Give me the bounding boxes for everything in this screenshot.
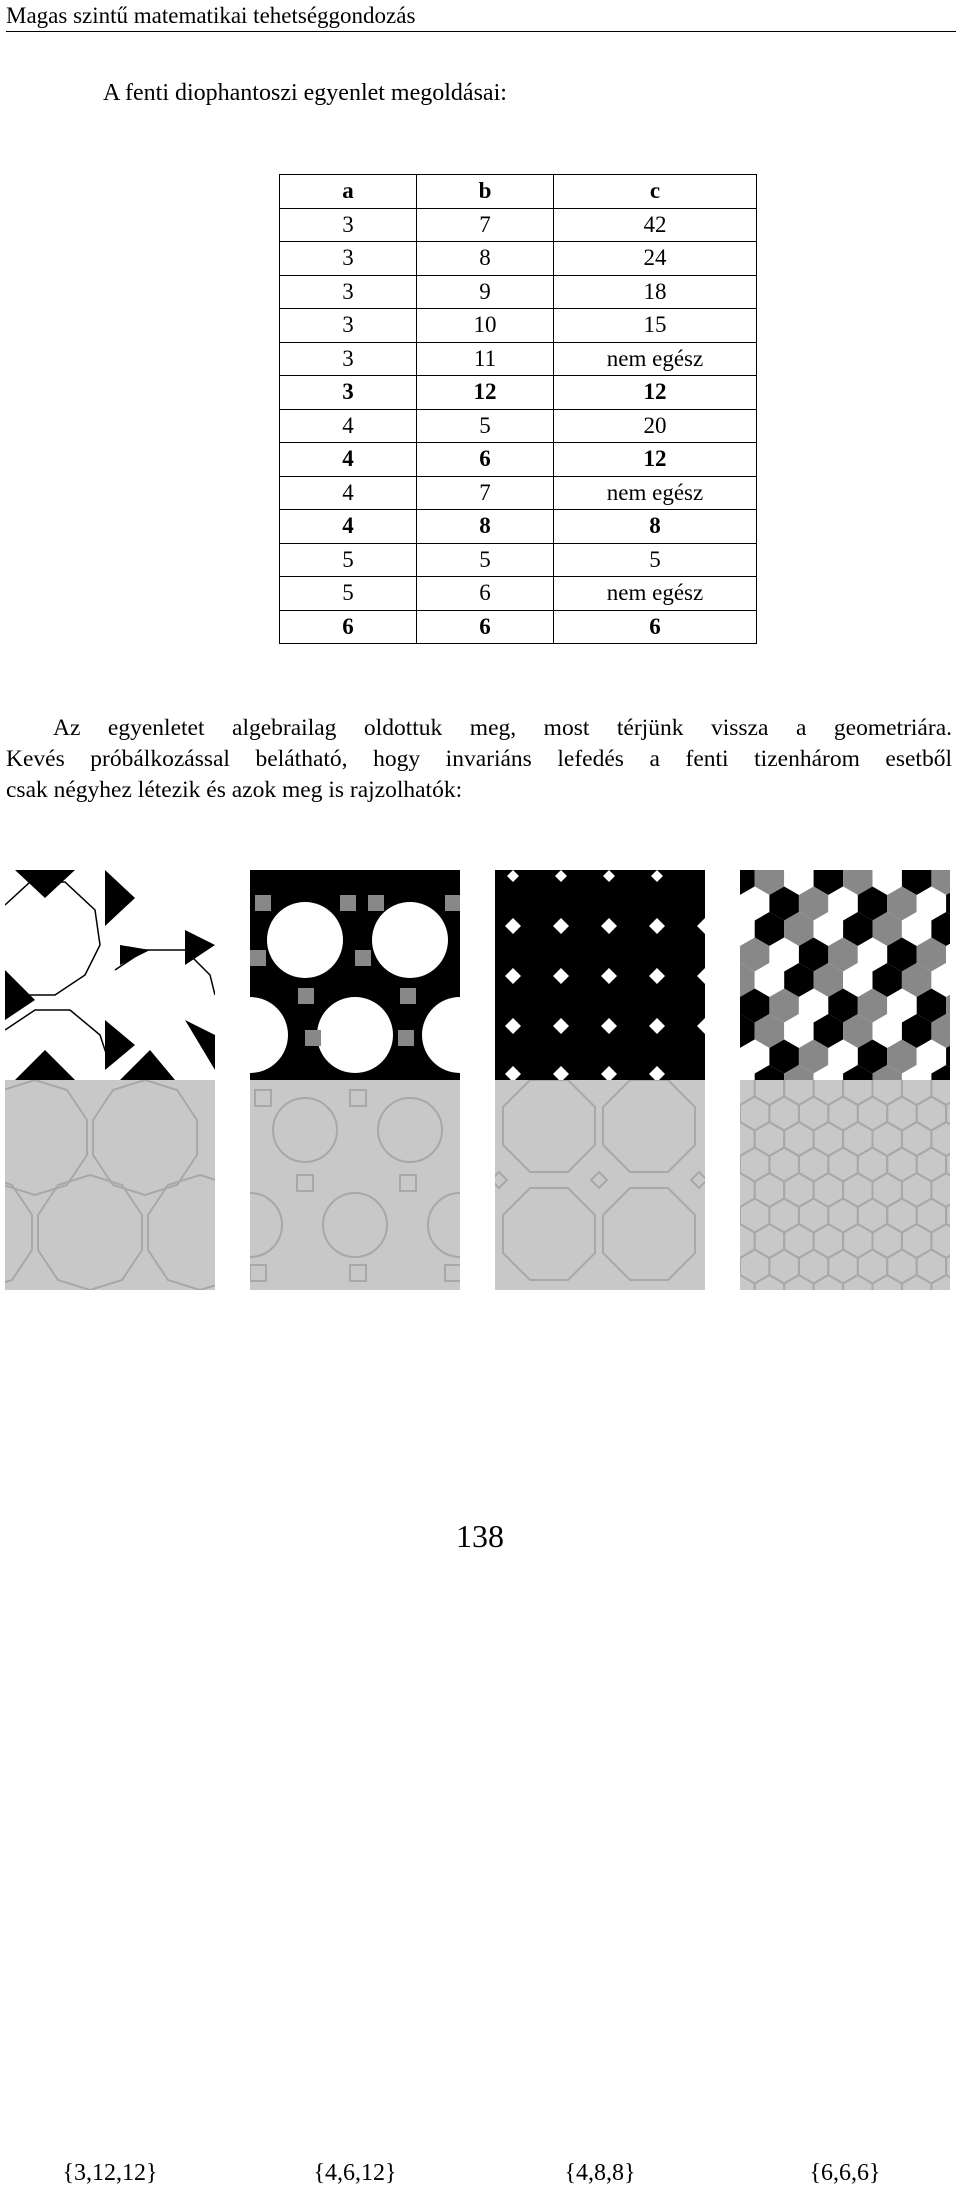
cell-c: 15 — [554, 309, 757, 343]
tiling-3-12-12 — [5, 870, 215, 1290]
cell-b: 7 — [417, 208, 554, 242]
cell-a: 4 — [280, 443, 417, 477]
cell-b: 8 — [417, 242, 554, 276]
cell-b: 5 — [417, 409, 554, 443]
table-row — [280, 208, 757, 242]
cell-a: 3 — [280, 242, 417, 276]
solutions-table — [279, 174, 757, 644]
cell-a: 3 — [280, 275, 417, 309]
cell-a: 5 — [280, 543, 417, 577]
paragraph-line-2: Kevés próbálkozással belátható, hogy invariáns lefedés a fenti tizenhárom esetből — [6, 746, 952, 772]
tiling-caption-4: {6,6,6} — [809, 2160, 881, 2186]
cell-a: 3 — [280, 376, 417, 410]
table-row — [280, 242, 757, 276]
cell-b: 6 — [417, 577, 554, 611]
tiling-4-8-8-gray — [495, 1080, 705, 1290]
table-row — [280, 342, 757, 376]
table-row — [280, 409, 757, 443]
tiling-4-8-8 — [495, 870, 705, 1290]
cell-a: 3 — [280, 208, 417, 242]
cell-b: 12 — [417, 376, 554, 410]
table-header-row — [280, 175, 757, 209]
running-header: Magas szintű matematikai tehetséggondozás — [6, 2, 956, 32]
cell-a: 3 — [280, 309, 417, 343]
cell-c: 12 — [554, 443, 757, 477]
cell-b: 10 — [417, 309, 554, 343]
cell-b: 9 — [417, 275, 554, 309]
cell-b: 11 — [417, 342, 554, 376]
cell-a: 6 — [280, 610, 417, 644]
tiling-caption-1: {3,12,12} — [62, 2160, 158, 2186]
cell-a: 4 — [280, 409, 417, 443]
table-row — [280, 577, 757, 611]
tiling-6-6-6-drawing — [740, 870, 950, 1290]
tiling-caption-2: {4,6,12} — [313, 2160, 397, 2186]
column-header-c: c — [554, 175, 757, 209]
cell-c: 8 — [554, 510, 757, 544]
table-row — [280, 510, 757, 544]
cell-a: 3 — [280, 342, 417, 376]
tiling-3-12-12-gray — [5, 1080, 215, 1290]
page-number: 138 — [456, 1518, 504, 1554]
body-paragraph — [6, 713, 952, 806]
tiling-4-8-8-drawing — [495, 870, 705, 1290]
cell-c: 20 — [554, 409, 757, 443]
intro-text: A fenti diophantoszi egyenlet megoldásai: — [103, 80, 507, 106]
paragraph-line-3: csak négyhez létezik és azok meg is rajzolhatók: — [6, 777, 463, 803]
cell-a: 4 — [280, 510, 417, 544]
table-row — [280, 610, 757, 644]
table-row — [280, 543, 757, 577]
table-row — [280, 476, 757, 510]
cell-c: 12 — [554, 376, 757, 410]
cell-c: 6 — [554, 610, 757, 644]
cell-b: 5 — [417, 543, 554, 577]
paragraph-line-1: Az egyenletet algebrailag oldottuk meg, most térjünk vissza a geometriára. — [53, 715, 952, 741]
column-header-a: a — [280, 175, 417, 209]
tiling-6-6-6-gray — [740, 1046, 950, 1291]
cell-c: 42 — [554, 208, 757, 242]
column-header-b: b — [417, 175, 554, 209]
table-row — [280, 376, 757, 410]
tiling-6-6-6 — [740, 870, 950, 1290]
tiling-4-6-12-drawing — [250, 870, 460, 1290]
cell-b: 6 — [417, 610, 554, 644]
cell-b: 8 — [417, 510, 554, 544]
tiling-4-6-12 — [250, 870, 460, 1290]
cell-c: 24 — [554, 242, 757, 276]
cell-c: 5 — [554, 543, 757, 577]
table-row — [280, 275, 757, 309]
cell-c: nem egész — [554, 476, 757, 510]
cell-c: nem egész — [554, 342, 757, 376]
cell-b: 6 — [417, 443, 554, 477]
cell-a: 4 — [280, 476, 417, 510]
tiling-4-6-12-gray — [250, 1080, 460, 1290]
table-row — [280, 443, 757, 477]
table-row — [280, 309, 757, 343]
tiling-3-12-12-drawing — [5, 870, 215, 1290]
tiling-caption-3: {4,8,8} — [564, 2160, 636, 2186]
cell-c: nem egész — [554, 577, 757, 611]
cell-b: 7 — [417, 476, 554, 510]
cell-c: 18 — [554, 275, 757, 309]
cell-a: 5 — [280, 577, 417, 611]
